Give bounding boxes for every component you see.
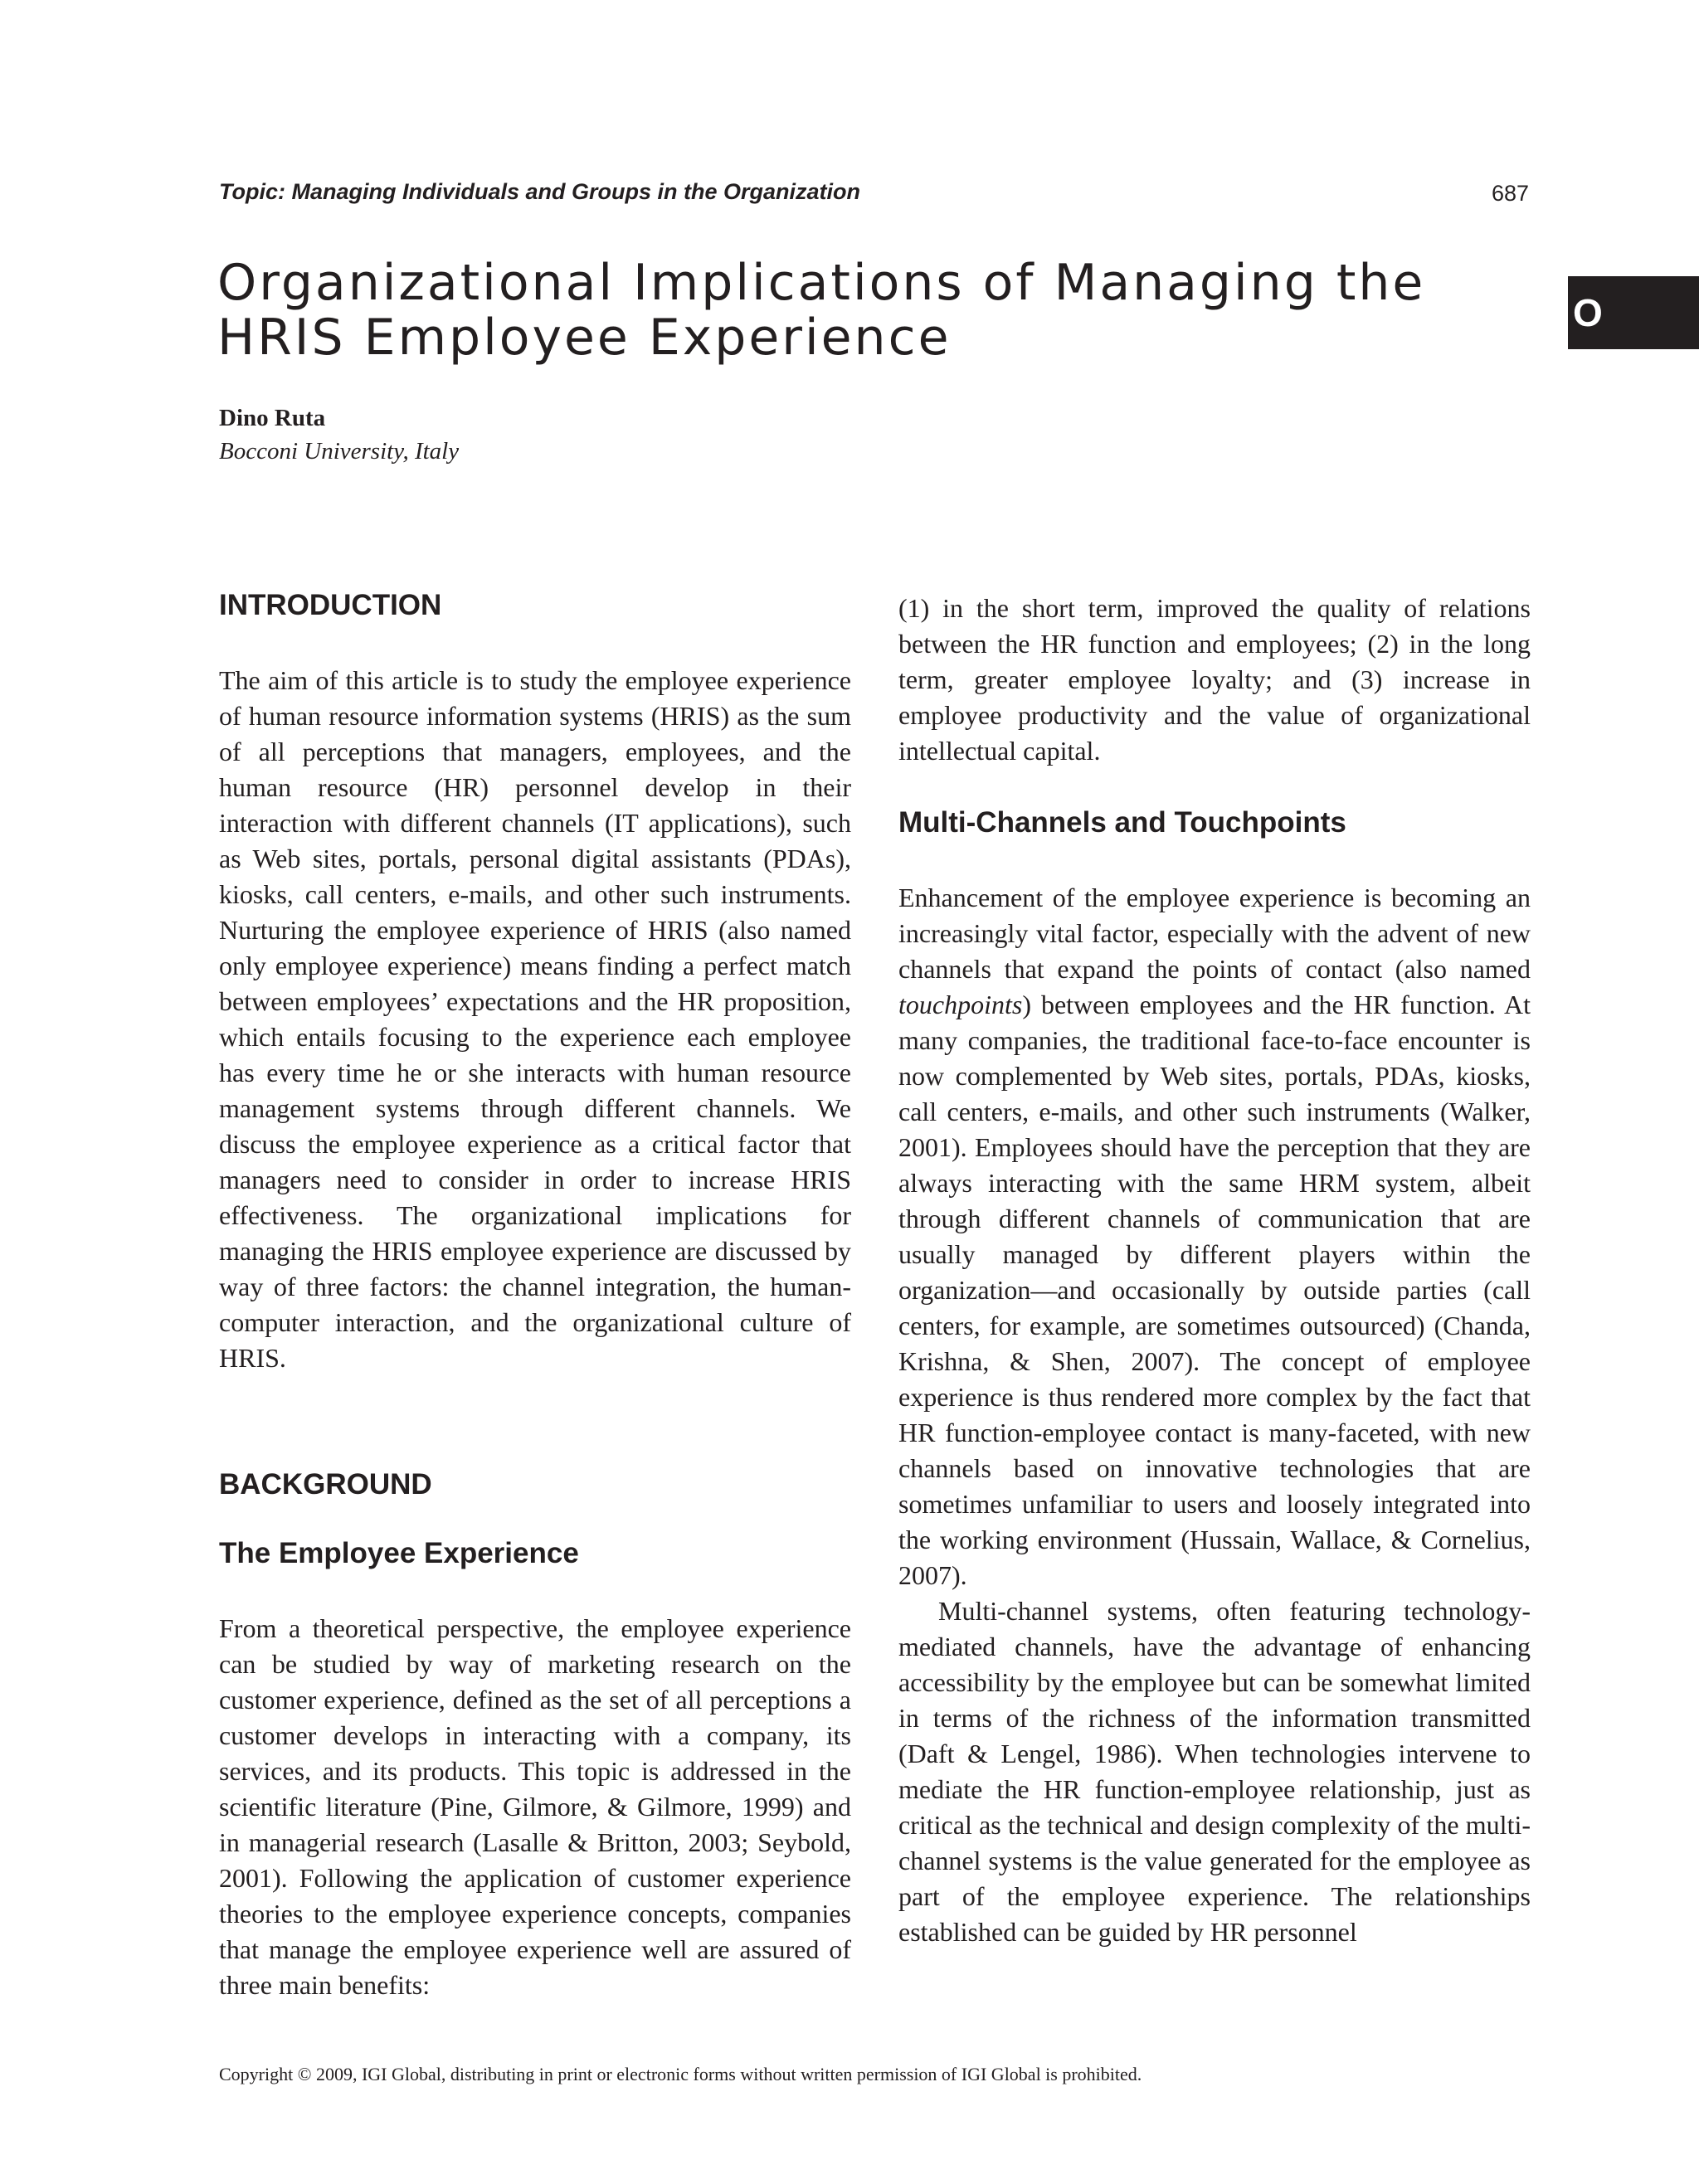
paragraph-introduction: The aim of this article is to study the employee experience of human resource information systems (HRIS) as the sum of all perceptions that managers, employees, and the human resource (HR) personnel develop in their interaction with different channels (IT applications), such as Web sites, portals, personal digital assistants (PDAs), kiosks, call centers, e-mails, and other such instruments. Nurturing the employee experience of HRIS (also named only employee experience) means finding a perfect match between employees’ expectations and the HR proposition, which entails focusing to the experience each employee has every time he or she interacts with human resource management systems through different channels. We discuss the employee experience as a critical factor that managers need to consider in order to increase HRIS effectiveness. The organizational implications for managing the HRIS employee experience are discussed by way of three factors: the channel integration, the human-computer interaction, and the organizational culture of HRIS.	[219, 665, 851, 1373]
left-column	[219, 587, 851, 2003]
section-letter-tab: O	[1568, 276, 1699, 349]
paragraph-multi-channels-2: Multi-channel systems, often featuring technology-mediated channels, have the advantage of enhancing accessibility by the employee but can be somewhat limited in terms of the richness of the information transmitted (Daft & Lengel, 1986). When technologies intervene to mediate the HR function-employee relationship, just as critical as the technical and design complexity of the multi-channel systems is the value generated for the employee as part of the employee experience. The relationships established can be guided by HR personnel	[898, 1596, 1531, 1947]
heading-background: BACKGROUND	[219, 1468, 432, 1501]
heading-multi-channels: Multi-Channels and Touchpoints	[898, 806, 1346, 839]
paragraph-employee-experience: From a theoretical perspective, the employee experience can be studied by way of marketing research on the customer experience, defined as the set of all perceptions a customer develops in interacting with a company, its services, and its products. This topic is addressed in the scientific literature (Pine, Gilmore, & Gilmore, 1999) and in managerial research (Lasalle & Britton, 2003; Seybold, 2001). Following the application of customer experience theories to the employee experience concepts, companies that manage the employee experience well are assured of three main benefits:	[219, 1613, 851, 2000]
paragraph-multi-channels-1-end: ) between employees and the HR function. At many companies, the traditional face-to-face encounter is now complemented by Web sites, portals, PDAs, kiosks, call centers, e-mails, and other such instruments (Walker, 2001). Employees should have the perception that they are always interacting with the same HRM system, albeit through different channels of communication that are usually managed by different players within the organization—and occasionally by outside parties (call centers, for example, are sometimes outsourced) (Chanda, Krishna, & Shen, 2007). The concept of employee experience is thus rendered more complex by the fact that HR function-employee contact is many-faceted, with new channels based on innovative technologies that are sometimes unfamiliar to users and loosely integrated into the working environment (Hussain, Wallace, & Cornelius, 2007).	[898, 990, 1531, 1590]
heading-introduction: INTRODUCTION	[219, 589, 442, 621]
paragraph-benefits-continued: (1) in the short term, improved the quality of relations between the HR function and employees; (2) in the long term, greater employee loyalty; and (3) increase in employee productivity and the value of organizational intellectual capital.	[898, 593, 1531, 766]
term-touchpoints: touchpoints	[898, 990, 1023, 1019]
paragraph-multi-channels-1	[898, 880, 1531, 1593]
paragraph-multi-channels-1-start: Enhancement of the employee experience is becoming an increasingly vital factor, especially with the advent of new channels that expand the points of contact (also named	[898, 883, 1531, 984]
author-affiliation: Bocconi University, Italy	[219, 438, 460, 465]
page-number: 687	[1491, 181, 1529, 206]
running-header-topic: Topic: Managing Individuals and Groups in the Organization	[219, 179, 861, 204]
right-column	[898, 591, 1531, 1950]
article-title-line-1: Organizational Implications of Managing the	[217, 254, 1426, 312]
article-title-line-2: HRIS Employee Experience	[217, 309, 952, 367]
heading-employee-experience: The Employee Experience	[219, 1537, 579, 1569]
article-title	[217, 255, 1561, 365]
copyright-notice: Copyright © 2009, IGI Global, distributing in print or electronic forms without written permission of IGI Global is prohibited.	[219, 2064, 1142, 2084]
author-name: Dino Ruta	[219, 405, 326, 431]
